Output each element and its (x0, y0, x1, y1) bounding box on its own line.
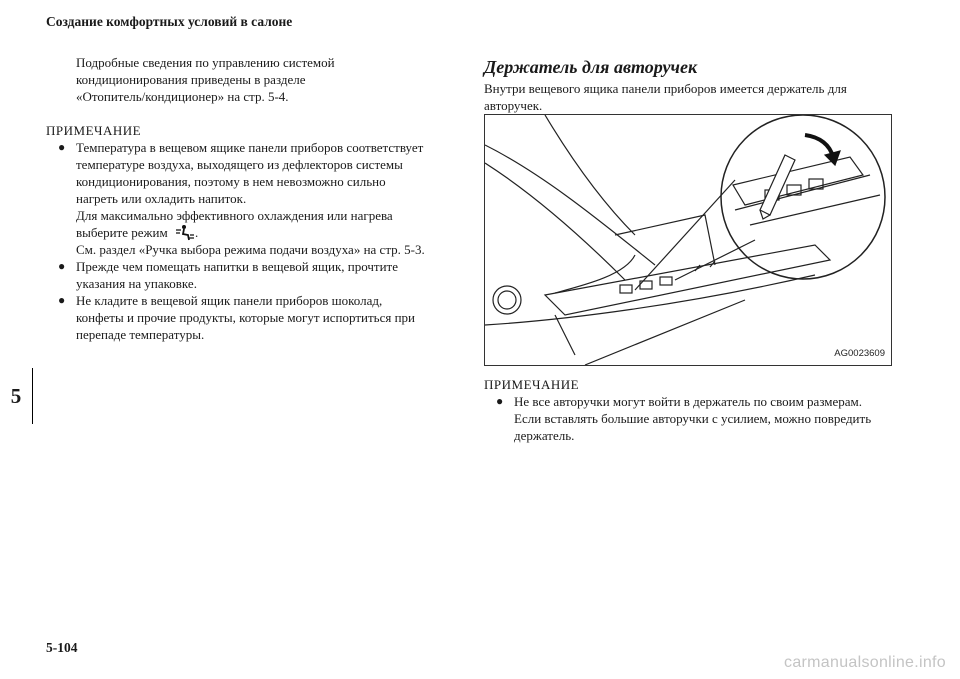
page-header-title: Создание комфортных условий в салоне (46, 14, 293, 29)
pen-holder-illustration (484, 114, 892, 366)
glovebox-drawing (485, 115, 891, 365)
note-line: См. раздел «Ручка выбора режима подачи воздуха» на стр. 5-3. (76, 242, 425, 257)
note-line: Прежде чем помещать напитки в вещевой ящик, прочтите (76, 259, 399, 274)
note-label: ПРИМЕЧАНИЕ (484, 377, 580, 392)
note-line: конфеты и прочие продукты, которые могут испортиться при (76, 310, 415, 325)
right-column (484, 56, 914, 114)
note-line (76, 224, 451, 241)
note-line: Для максимально эффективного охлаждения или нагрева (76, 208, 393, 223)
note-line: Не все авторучки могут войти в держатель по своим размерам. (514, 394, 863, 409)
intro-line: кондиционирования приведены в разделе (76, 72, 306, 87)
section-intro-line: Внутри вещевого ящика панели приборов имеется держатель для (484, 81, 847, 96)
mode-line-text: выберите режим (76, 225, 168, 240)
note-line: Если вставлять большие авторучки с усилием, можно повредить (514, 411, 872, 426)
section-intro-line: авторучек. (484, 98, 543, 113)
note-line: температуре воздуха, выходящего из дефлекторов системы (76, 157, 403, 172)
left-column (46, 54, 451, 343)
mode-line-suffix: . (194, 225, 199, 240)
note-line: указания на упаковке. (76, 276, 197, 291)
note-item (46, 292, 451, 343)
intro-line: «Отопитель/кондиционер» на стр. 5-4. (76, 89, 289, 104)
second-note (484, 376, 914, 444)
bullet-icon: ● (496, 394, 504, 408)
watermark: carmanualsonline.info (784, 654, 946, 671)
bullet-icon: ● (58, 140, 66, 154)
note-item (484, 393, 914, 444)
section-heading: Держатель для авторучек (484, 57, 698, 77)
note-line: Температура в вещевом ящике панели приборов соответствует (76, 140, 424, 155)
intro-line: Подробные сведения по управлению системой (76, 55, 335, 70)
note-line: нагреть или охладить напиток. (76, 191, 247, 206)
note-label: ПРИМЕЧАНИЕ (46, 123, 142, 138)
notes-list (46, 139, 451, 343)
note-line: держатель. (514, 428, 575, 443)
note-item (46, 258, 451, 292)
bullet-icon: ● (58, 259, 66, 273)
chapter-tab: 5 (0, 368, 33, 424)
note-line: Не кладите в вещевой ящик панели приборов шоколад, (76, 293, 383, 308)
face-floor-vent-mode-icon (175, 224, 195, 241)
notes-list (484, 393, 914, 444)
note-item (46, 139, 451, 258)
note-line: перепаде температуры. (76, 327, 205, 342)
note-line: кондиционирования, поэтому в нем невозможно сильно (76, 174, 386, 189)
bullet-icon: ● (58, 293, 66, 307)
figure-code: AG0023609 (834, 348, 885, 359)
intro-paragraph (46, 54, 451, 105)
page-number: 5-104 (46, 640, 78, 655)
